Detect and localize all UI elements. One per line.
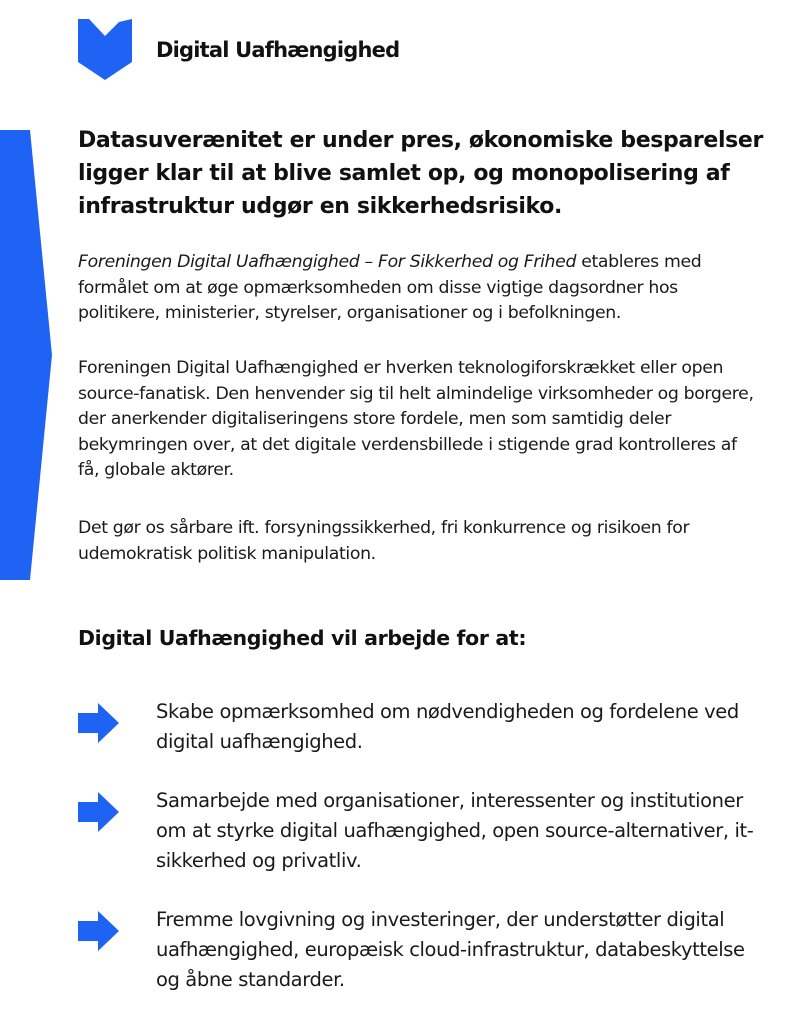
goals-heading: Digital Uafhængighed vil arbejde for at: — [78, 626, 527, 650]
intro-paragraph — [78, 250, 758, 327]
shield-chevron-logo-icon — [78, 19, 132, 80]
paragraph-2: Foreningen Digital Uafhængighed er hverken teknologiforskrækket eller open source-fanatisk. Den henvender sig til helt almindelige virksomheder og borgere, der anerkender digitaliseringens store fordele, men som samtidig deler bekymringen over, at det digitale verdensbillede i stigende grad kontrolleres af få, globale aktører. — [78, 358, 754, 480]
arrow-right-icon — [78, 792, 119, 832]
goal-text: Samarbejde med organisationer, interessenter og institutioner om at styrke digital uafhængighed, open source-alternativer, it-sikkerhed og privatliv. — [156, 789, 754, 872]
page-headline: Datasuverænitet er under pres, økonomiske besparelser ligger klar til at blive samlet op, og monopolisering af infrastruktur udgør en sikkerhedsrisiko. — [78, 128, 763, 219]
goal-text: Fremme lovgivning og investeringer, der understøtter digital uafhængighed, europæisk cloud-infrastruktur, databeskyttelse og åbne standarder. — [156, 908, 745, 991]
intro-italic-lead: Foreningen Digital Uafhængighed – For Sikkerhed og Frihed — [78, 252, 577, 272]
goal-text: Skabe opmærksomhed om nødvendigheden og fordelene ved digital uafhængighed. — [156, 700, 739, 753]
decorative-side-chevron — [0, 130, 54, 580]
arrow-right-icon — [78, 911, 119, 951]
intro-text: etableres med formålet om at øge opmærksomheden om disse vigtige dagsordner hos politikere, ministerier, styrelser, organisationer og i befolkningen. — [78, 252, 702, 323]
brand-name: Digital Uafhængighed — [156, 37, 400, 62]
arrow-right-icon — [78, 703, 119, 743]
brand-logo — [78, 19, 399, 80]
paragraph-3: Det gør os sårbare ift. forsyningssikkerhed, fri konkurrence og risikoen for udemokratisk politisk manipulation. — [78, 518, 690, 564]
